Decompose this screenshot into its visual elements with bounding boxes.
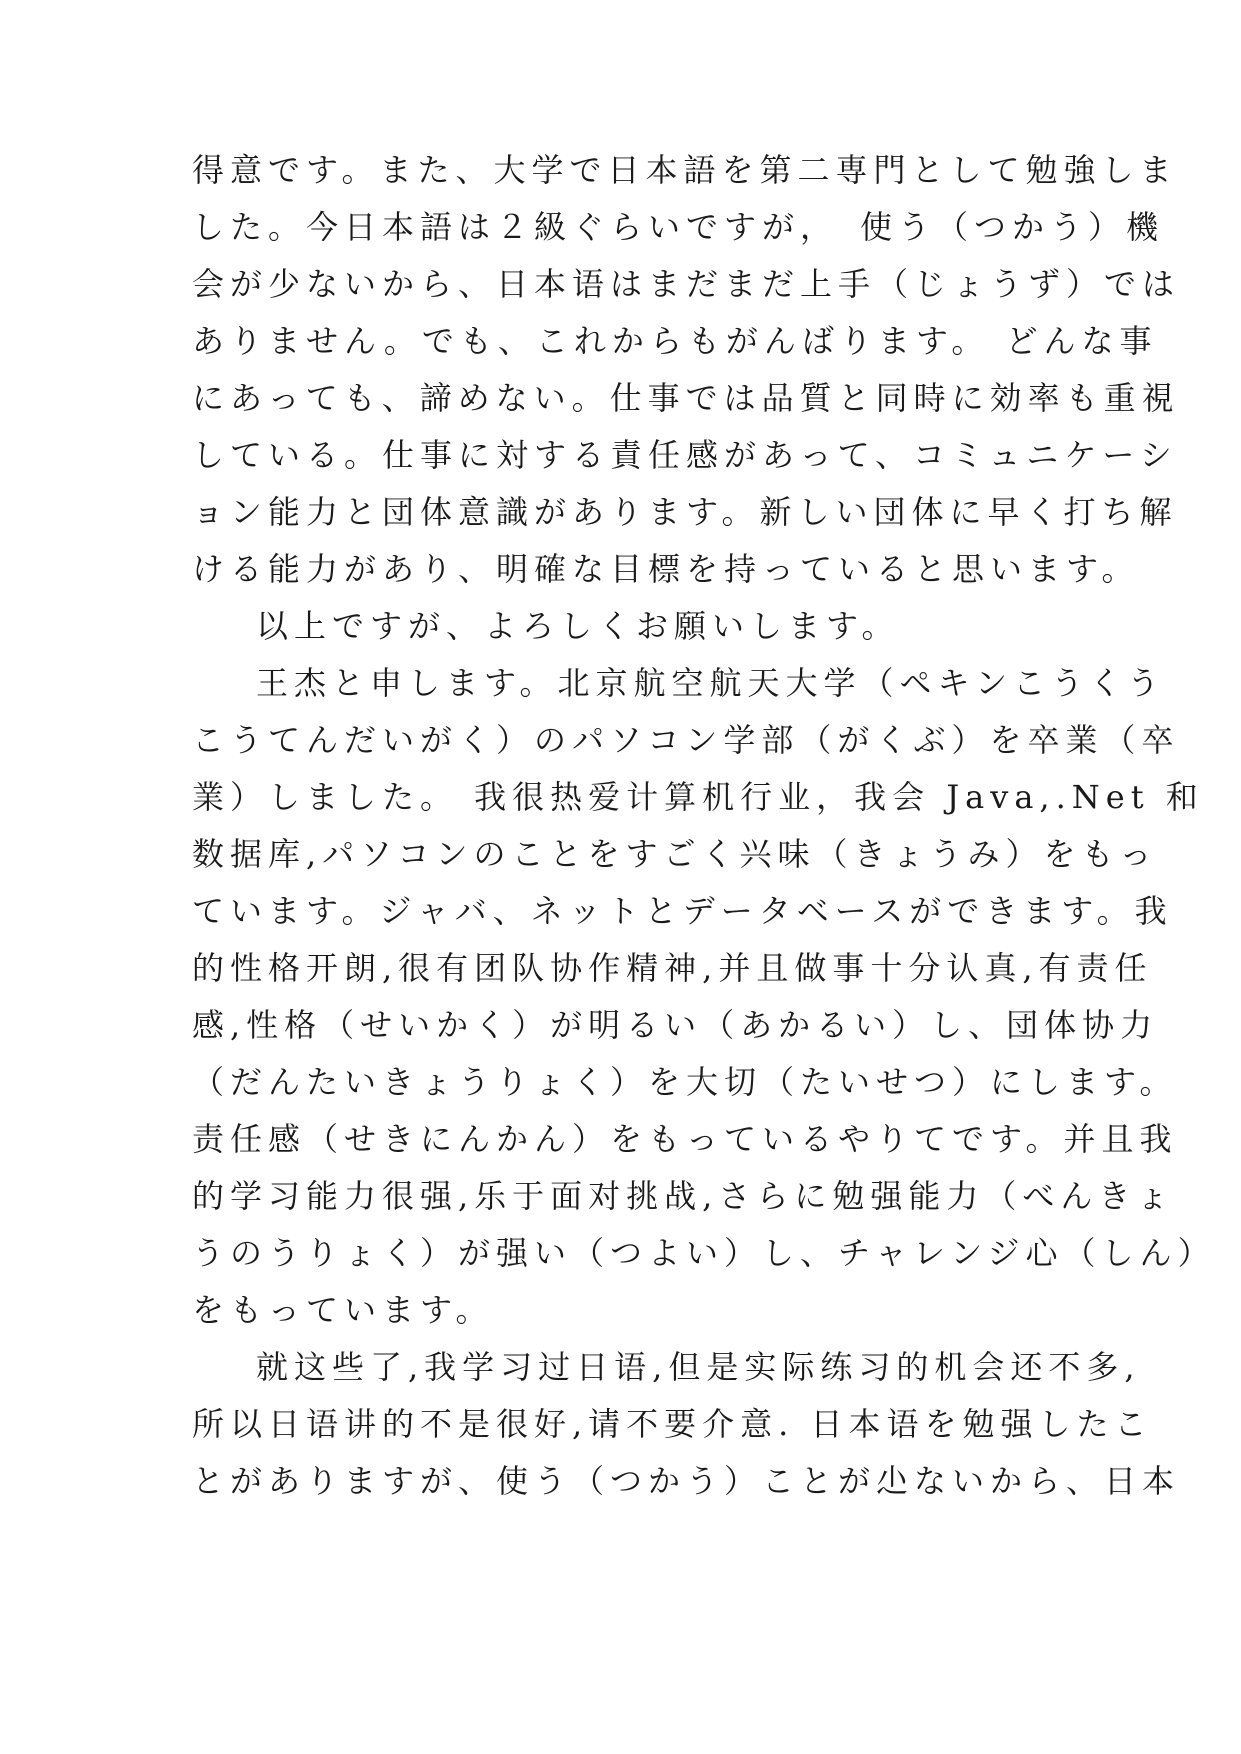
text-line: ョン能力と団体意識があります。新しい団体に早く打ち解	[192, 493, 1178, 531]
text-line: 感,性格（せいかく）が明るい（あかるい）し、団体协力	[192, 1006, 1159, 1044]
text-line: 所以日语讲的不是很好,请不要介意. 日本语を勉强したこ	[192, 1405, 1153, 1443]
text-line: 数据库,パソコンのことをすごく兴味（きょうみ）をもっ	[192, 835, 1158, 873]
text-line: こうてんだいがく）のパソコン学部（がくぶ）を卒業（卒	[192, 721, 1180, 759]
text-line: 的学习能力很强,乐于面对挑战,さらに勉强能力（べんきょ	[192, 1177, 1175, 1215]
text-line: 会が少ないから、日本语はまだまだ上手（じょうず）では	[192, 265, 1181, 303]
text-line: にあっても、諦めない。仕事では品質と同時に効率も重視	[192, 379, 1180, 417]
text-line: 得意です。また、大学で日本語を第二専門として勉強しま	[192, 151, 1178, 189]
text-line: （だんたいきょうりょく）を大切（たいせつ）にします。	[192, 1063, 1178, 1101]
paragraph-first-line: 以上ですが、よろしくお願いします。	[256, 607, 900, 645]
paragraph-first-line: 王杰と申します。北京航空航天大学（ペキンこうくう	[256, 664, 1166, 702]
text-line: 的性格开朗,很有团队协作精神,并且做事十分认真,有责任	[192, 949, 1153, 987]
text-line: うのうりょく）が强い（つよい）し、チャレンジ心（しん）	[192, 1234, 1216, 1272]
text-line: している。仕事に対する責任感があって、コミュニケーシ	[192, 436, 1178, 474]
text-line: ています。ジャバ、ネットとデータベースができます。我	[192, 892, 1173, 930]
text-line: 责任感（せきにんかん）をもっているやりてです。并且我	[192, 1120, 1178, 1158]
text-line: をもっています。	[192, 1291, 494, 1329]
text-line: ける能力があり、明確な目標を持っていると思います。	[192, 550, 1140, 588]
paragraph-first-line: 就这些了,我学习过日语,但是实际练习的机会还不多,	[256, 1348, 1141, 1386]
text-line: した。今日本語は２級ぐらいですが， 使う（つかう）機	[192, 208, 1165, 246]
text-line: 業）しました。 我很热爱计算机行业，我会 Java,.Net 和	[192, 778, 1204, 816]
text-line: とがありますが、使う（つかう）ことが尐ないから、日本	[192, 1462, 1181, 1500]
text-line: ありません。でも、これからもがんばります。 どんな事	[192, 322, 1158, 360]
